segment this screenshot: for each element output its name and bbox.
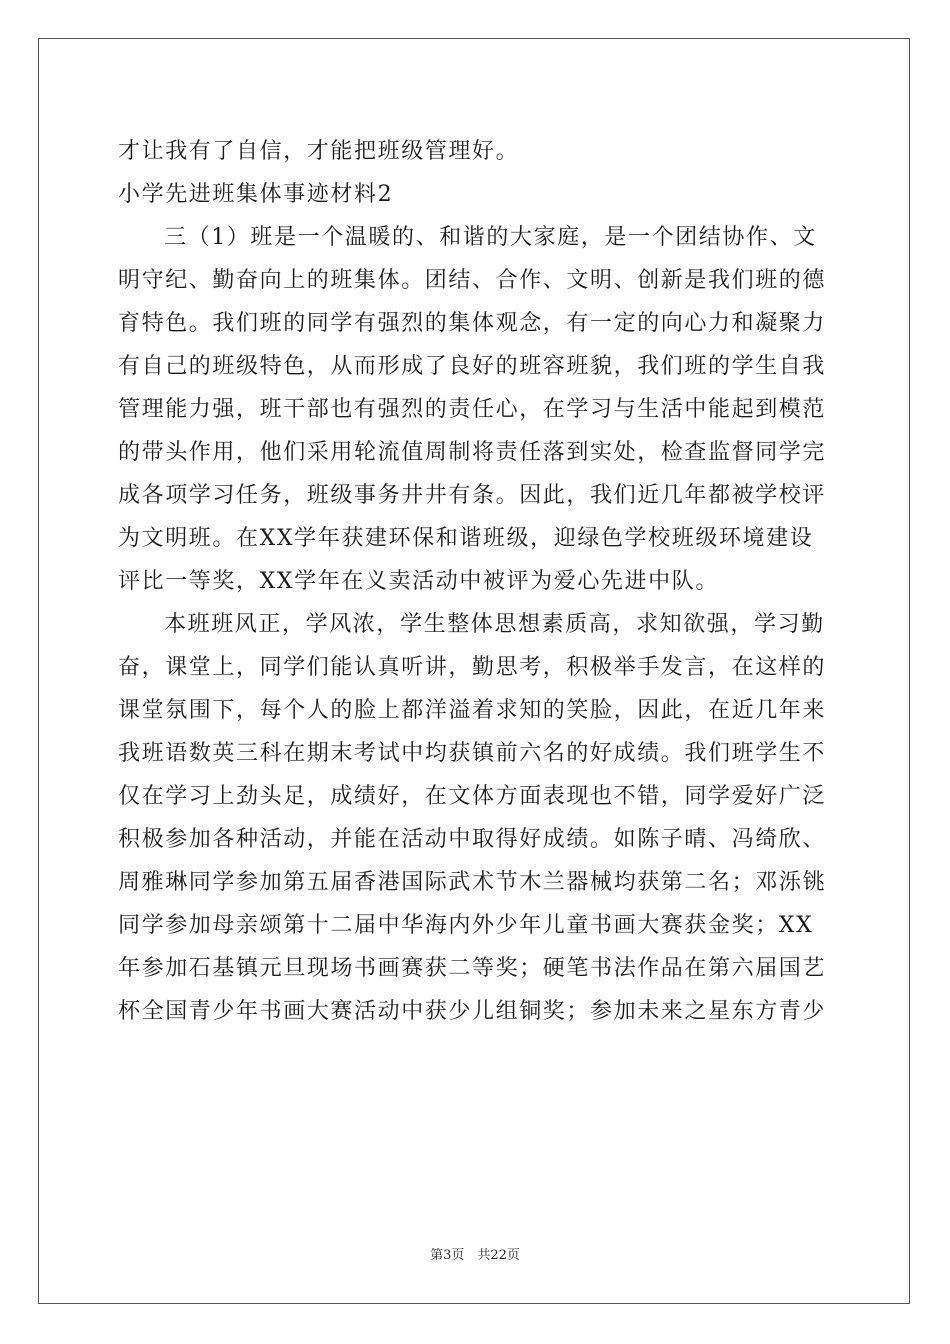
paragraph-2-line: 同学参加母亲颂第十二届中华海内外少年儿童书画大赛获金奖；XX bbox=[118, 913, 814, 938]
paragraph-2-line: 仅在学习上劲头足，成绩好，在文体方面表现也不错，同学爱好广泛 bbox=[118, 784, 827, 809]
document-body bbox=[118, 130, 838, 1033]
paragraph-1-line: 三（1）班是一个温暖的、和谐的大家庭，是一个团结协作、文 bbox=[164, 225, 817, 250]
paragraph-2-line: 积极参加各种活动，并能在活动中取得好成绩。如陈子晴、冯绮欣、 bbox=[118, 827, 827, 852]
paragraph-2-line: 杯全国青少年书画大赛活动中获少儿组铜奖；参加未来之星东方青少 bbox=[118, 999, 827, 1024]
paragraph-1-line: 的带头作用，他们采用轮流值周制将责任落到实处，检查监督同学完 bbox=[118, 440, 827, 465]
paragraph-1-line: 有自己的班级特色，从而形成了良好的班容班貌，我们班的学生自我 bbox=[118, 354, 827, 379]
section-heading: 小学先进班集体事迹材料2 bbox=[118, 182, 394, 207]
paragraph-1-line: 明守纪、勤奋向上的班集体。团结、合作、文明、创新是我们班的德 bbox=[118, 268, 827, 293]
paragraph-2-line: 奋，课堂上，同学们能认真听讲，勤思考，积极举手发言，在这样的 bbox=[118, 655, 827, 680]
page-number-footer: 第3页 共22页 bbox=[430, 1248, 520, 1263]
paragraph-1-line: 评比一等奖，XX学年在义卖活动中被评为爱心先进中队。 bbox=[118, 569, 719, 594]
paragraph-2-line: 本班班风正，学风浓，学生整体思想素质高，求知欲强，学习勤 bbox=[164, 612, 825, 637]
paragraph-2-line: 年参加石基镇元旦现场书画赛获二等奖；硬笔书法作品在第六届国艺 bbox=[118, 956, 827, 981]
text-line: 才让我有了自信，才能把班级管理好。 bbox=[118, 139, 520, 164]
paragraph-2-line: 周雅琳同学参加第五届香港国际武术节木兰器械均获第二名；邓泺铫 bbox=[118, 870, 827, 895]
paragraph-1-line: 育特色。我们班的同学有强烈的集体观念，有一定的向心力和凝聚力 bbox=[118, 311, 827, 336]
paragraph-2-line: 课堂氛围下，每个人的脸上都洋溢着求知的笑脸，因此，在近几年来 bbox=[118, 698, 827, 723]
paragraph-1-line: 为文明班。在XX学年获建环保和谐班级，迎绿色学校班级环境建设 bbox=[118, 526, 814, 551]
paragraph-1-line: 成各项学习任务，班级事务井井有条。因此，我们近几年都被学校评 bbox=[118, 483, 827, 508]
paragraph-1-line: 管理能力强，班干部也有强烈的责任心，在学习与生活中能起到模范 bbox=[118, 397, 827, 422]
paragraph-2-line: 我班语数英三科在期末考试中均获镇前六名的好成绩。我们班学生不 bbox=[118, 741, 827, 766]
